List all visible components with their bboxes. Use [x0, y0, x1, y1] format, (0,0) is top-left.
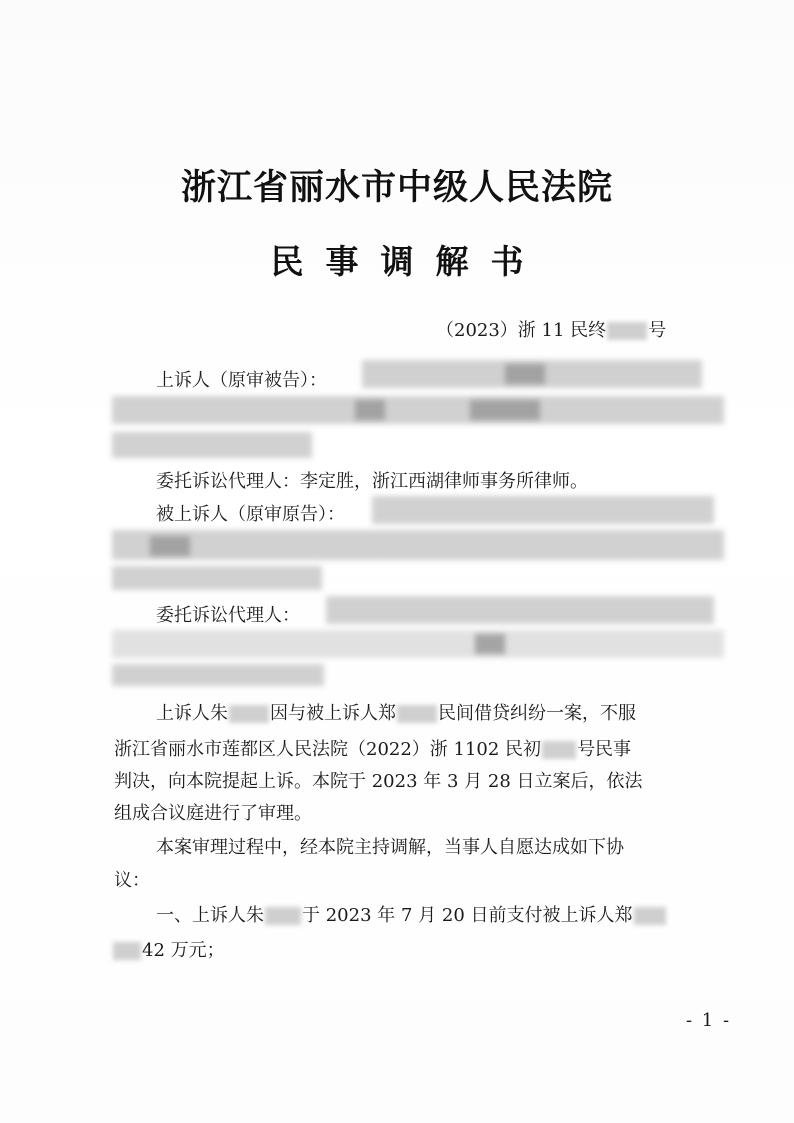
para2-line1: 本案审理过程中，经本院主持调解，当事人自愿达成如下协 [156, 837, 624, 858]
item1-line1-a: 一、上诉人朱 [156, 905, 264, 926]
redacted-name [265, 907, 301, 925]
redacted-appellee-agent-3 [112, 664, 324, 686]
redacted-appellee-info-3 [112, 566, 322, 590]
redacted-appellant-info-2 [112, 396, 724, 424]
redacted-appellee-info-2 [112, 530, 724, 560]
page-number: - 1 - [686, 1010, 732, 1031]
para1-line3: 判决，向本院提起上诉。本院于 2023 年 3 月 28 日立案后，依法 [114, 771, 643, 792]
redacted-name [113, 942, 141, 960]
appellant-agent: 委托诉讼代理人：李定胜，浙江西湖律师事务所律师。 [156, 471, 588, 492]
para1-line1 [156, 699, 636, 725]
redacted-block [355, 400, 385, 420]
redacted-appellee-agent [326, 596, 714, 624]
redacted-name [397, 705, 437, 723]
redacted-name [229, 705, 269, 723]
redacted-case-digits [542, 741, 576, 759]
redacted-appellee-agent-2 [112, 630, 724, 658]
item1-line2-text: 42 万元； [142, 940, 225, 961]
para1-line2-a: 浙江省丽水市莲都区人民法院（2022）浙 1102 民初 [114, 739, 542, 760]
para1-line2-b: 号民事 [577, 739, 632, 760]
para1-line1-a: 上诉人朱 [156, 703, 228, 724]
para1-line2 [114, 735, 631, 761]
redacted-name [634, 907, 666, 925]
item1-line1 [156, 901, 667, 927]
appellee-agent-label: 委托诉讼代理人： [156, 605, 300, 626]
appellee-label: 被上诉人（原审原告）： [156, 504, 345, 525]
redacted-case-digits [607, 322, 647, 340]
redacted-appellant-info-3 [112, 432, 312, 458]
redacted-block [505, 364, 545, 384]
para1-line1-c: 民间借贷纠纷一案，不服 [438, 703, 636, 724]
item1-line2 [112, 936, 225, 962]
para1-line1-b: 因与被上诉人郑 [270, 703, 396, 724]
case-number [436, 316, 666, 342]
para1-line4: 组成合议庭进行了审理。 [114, 803, 312, 824]
para2-line2: 议： [114, 870, 150, 891]
redacted-appellee-info [372, 496, 714, 524]
case-number-suffix: 号 [648, 320, 667, 341]
item1-line1-b: 于 2023 年 7 月 20 日前支付被上诉人郑 [302, 905, 633, 926]
redacted-block [470, 400, 540, 420]
appellant-label: 上诉人（原审被告）： [156, 370, 327, 391]
case-number-prefix: （2023）浙 11 民终 [436, 320, 607, 341]
document-type-title: 民事调解书 [270, 242, 546, 281]
redacted-block [150, 536, 190, 556]
court-name-title: 浙江省丽水市中级人民法院 [180, 168, 613, 208]
redacted-block [475, 634, 505, 654]
